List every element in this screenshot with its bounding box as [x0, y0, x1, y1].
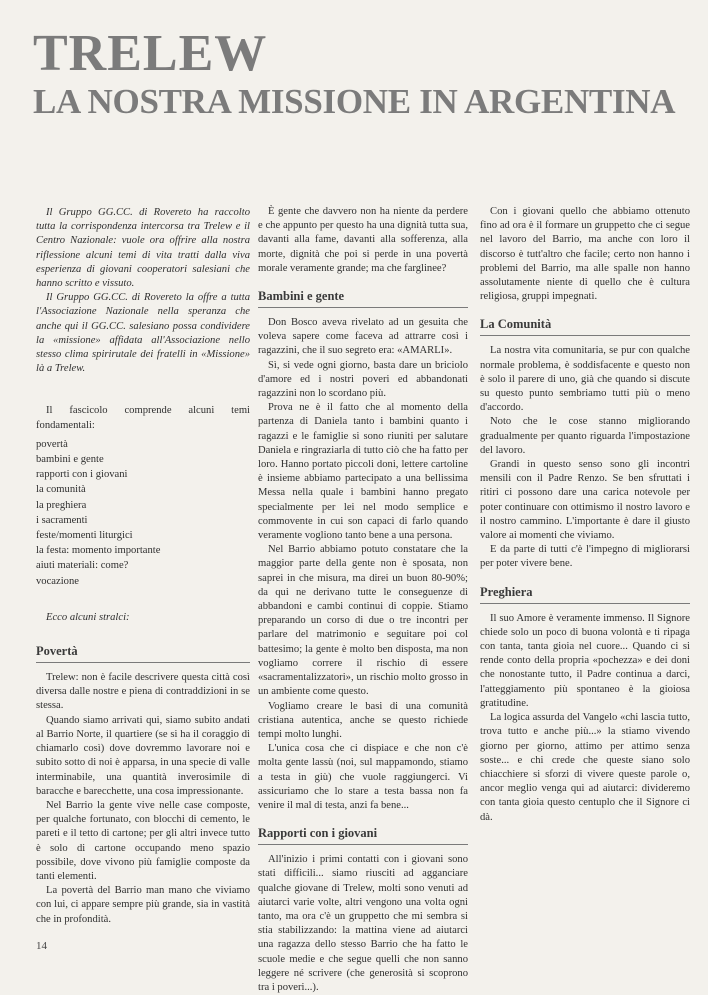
section-heading-comunita: La Comunità: [480, 316, 690, 336]
body-paragraph: Grandi in questo senso sono gli incontri mensili con il Padre Renzo. Se ben sfruttati i ritiri ci possono dare una carica notevole per poter continuare con ottimismo il nostro lavoro e il nostro cammino. L'importante è dare il giusto valore ai momenti che viviamo.: [480, 459, 690, 542]
body-paragraph: Quando siamo arrivati qui, siamo subito andati al Barrio Norte, il quartiere (se si ha il coraggio di chiamarlo così) dove dovremmo lavorare noi e subito sotto di noi è apparsa, in una specie di valle interminabile, una quantità inverosimile di baracche e barecchette, una cosa impressionante.: [36, 714, 250, 797]
body-paragraph: Noto che le cose stanno migliorando gradualmente per quanto riguarda l'impostazione del lavoro.: [480, 416, 690, 456]
topic-item: i sacramenti: [36, 514, 88, 526]
topic-item: povertà: [36, 438, 68, 450]
body-paragraph: Vogliamo creare le basi di una comunità cristiana autentica, anche se questo richiede tempi molto lunghi.: [258, 700, 468, 740]
body-paragraph: La povertà del Barrio man mano che viviamo con lui, ci appare sempre più grande, sia in vastità che in profondità.: [36, 885, 250, 925]
topic-item: la festa: momento importante: [36, 545, 161, 557]
column-middle: [258, 205, 468, 995]
column-right: [480, 205, 690, 825]
intro-block: [36, 206, 250, 376]
section-heading-bambini: Bambini e gente: [258, 288, 468, 308]
topic-item: la comunità: [36, 484, 86, 496]
body-paragraph: È gente che davvero non ha niente da perdere e che appunto per questo ha una dignità tutta sua, davanti alla fame, davanti alla sofferenza, alla morte, dignità che poi si perde in una povertà morale veramente grande; ma che farglinee?: [258, 206, 468, 274]
page-title: TRELEW: [33, 25, 268, 82]
body-paragraph: Nel Barrio abbiamo potuto constatare che la maggior parte della gente non è sposata, non saprei in che misura, ma direi un buon 80-90%; da qui ne derivano tutte le conseguenze di abbandoni e cambi continui di coppie. Stiamo preparando un corso di due o tre incontri per parlare del matrimonio e seguitare poi col battesimo; la gente è molto ben disposta, ma non vogliamo correre il rischio di essere «sacramentalizzatori», un rischio molto grosso in un ambiente come questo.: [258, 544, 468, 698]
intro-paragraph: Il Gruppo GG.CC. di Rovereto ha raccolto tutta la corrispondenza intercorsa tra Trelew e il Centro Nazionale: vuole ora offrire alla nostra riflessione alcuni temi di vita tratti dalla viva esperienza di giovani cooperatori salesiani che hanno scritto e vissuto.: [36, 207, 250, 290]
page-number: 14: [36, 940, 47, 952]
body-paragraph: Nel Barrio la gente vive nelle case composte, per qualche fortunato, con blocchi di cemento, le pareti e il tetto di cartone; per gli altri invece tutto è solo di cartone occupando meno spazio possibile, dove vivono più famiglie composte da tanti elementi.: [36, 799, 250, 882]
topic-item: feste/momenti liturgici: [36, 530, 133, 542]
excerpts-intro: Ecco alcuni stralci:: [46, 611, 130, 623]
body-paragraph: Con i giovani quello che abbiamo ottenuto fino ad ora è il formare un gruppetto che ci segue nel lavoro del Barrio, ma anche con loro il discorso è tutt'altro che facile; certo non hanno i problemi del Barrio, ma alle spalle non hanno assolutamente niente di quello che è cultura religiosa, gruppi impegnati.: [480, 206, 690, 303]
body-paragraph: Il suo Amore è veramente immenso. Il Signore chiede solo un poco di buona volontà e ti ripaga con tanta, tanta gioia nel cuore... Quando ci si rende conto della propria «pochezza» e dei doni che nonostante tutto, il Padre continua a darci, l'atteggiamento più spontaneo è la gioiosa gratitudine.: [480, 612, 690, 709]
body-paragraph: L'unica cosa che ci dispiace e che non c'è molta gente lassù (noi, sul mappamondo, stiamo a testa in giù) che vuole raggiungerci. Vi assicuriamo che lo stare a testa bassa non fa venire il mal di testa, anzi fa bene...: [258, 743, 468, 811]
section-heading-preghiera: Preghiera: [480, 584, 690, 604]
body-paragraph: Sì, si vede ogni giorno, basta dare un briciolo d'amore ed i nostri poveri ed abbandonati ragazzini non lo scordano più.: [258, 359, 468, 400]
body-paragraph: Don Bosco aveva rivelato ad un gesuita che voleva sapere come faceva ad attrarre così i ragazzini, che il suo segreto era: «AMARLI».: [258, 317, 468, 357]
section-heading-rapporti: Rapporti con i giovani: [258, 825, 468, 845]
body-paragraph: La logica assurda del Vangelo «chi lascia tutto, trova tutto e anche più...» la stiamo vivendo giorno per giorno, attimo per attimo senza soste... e chi crede che queste siano solo chiacchiere si sforzi di vivere queste parole o, ancor meglio venga qui ad aiutarci: divideremo con tanta gioia questo centuplo che il Signore ci dà.: [480, 712, 690, 823]
topic-item: la preghiera: [36, 499, 87, 511]
column-left: [36, 206, 250, 927]
topic-item: aiuti materiali: come?: [36, 560, 129, 572]
topic-item: bambini e gente: [36, 454, 104, 466]
topics-list: [36, 437, 250, 589]
body-paragraph: Trelew: non è facile descrivere questa città così diversa dalle nostre e piena di contraddizioni in se stessa.: [36, 672, 250, 712]
topic-item: rapporti con i giovani: [36, 469, 128, 481]
section-heading-poverta: Povertà: [36, 643, 250, 663]
topic-item: vocazione: [36, 575, 79, 587]
topics-intro: Il fascicolo comprende alcuni temi fondamentali:: [36, 405, 250, 431]
body-paragraph: All'inizio i primi contatti con i giovani sono stati difficili... siamo riusciti ad agganciare qualche giovane di Trelew, molti sono venuti ad aiutarci varie volte, altri vengono una volta ogni tanto, ma ora c'è un gruppetto che mi sembra si stia stabilizzando: la mattina viene ad aiutarci una ragazza dello stesso Barrio che ha fatto le scuole medie e che segue quelli che non sanno leggere né scrivere (che generosità si scoprono tra i poveri...).: [258, 854, 468, 993]
page-subtitle: LA NOSTRA MISSIONE IN ARGENTINA: [33, 82, 676, 121]
intro-paragraph: Il Gruppo GG.CC. di Rovereto la offre a tutta l'Associazione Nazionale nella speranza che anche qui il GG.CC. salesiano possa condividere la «missione» affidata all'Associazione nello stesso clima spirirutale dei fratelli in «Missione» là a Trelew.: [36, 292, 250, 375]
body-paragraph: Prova ne è il fatto che al momento della partenza di Daniela tanto i bambini quanto i ragazzi e le famiglie si sono riuniti per salutare Daniela e ringraziarla di tutto ciò che ha fatto per loro. Hanno portato piccoli doni, lettere cartoline è insieme abbiamo partecipato a una bellissima Messa nella quale i bambini hanno pregato specialmente per lei nel modo semplice e commovente in cui son capaci di farlo quando veramente vogliono tanto bene a una persona.: [258, 402, 468, 542]
body-paragraph: E da parte di tutti c'è l'impegno di migliorarsi per poter vivere bene.: [480, 544, 690, 570]
body-paragraph: La nostra vita comunitaria, se pur con qualche normale problema, è soddisfacente e questo non è solo il parere di uno, già che quando si discute su questo punto sembriamo tutti più o meno d'accordo.: [480, 345, 690, 414]
